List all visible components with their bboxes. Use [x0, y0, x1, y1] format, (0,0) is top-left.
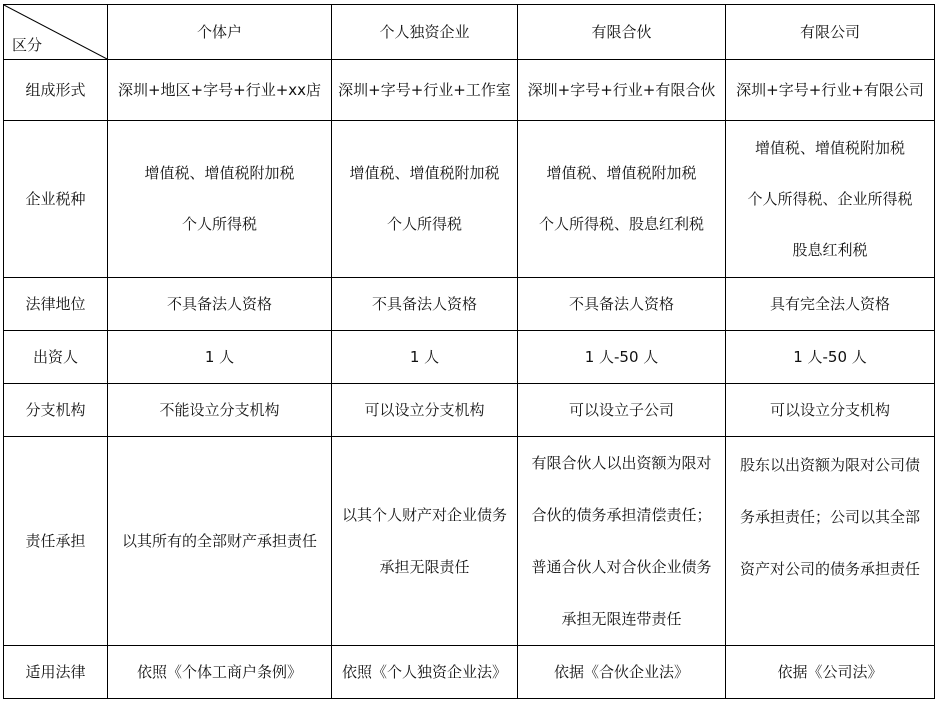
table-cell — [518, 121, 726, 278]
comparison-table — [3, 4, 935, 699]
table-cell — [332, 278, 518, 331]
table-cell — [108, 437, 332, 646]
table-cell — [332, 384, 518, 437]
cell-text: 个人所得税 — [386, 215, 462, 233]
table-cell — [108, 60, 332, 121]
row-label: 适用法律 — [4, 646, 108, 699]
cell-text: 不能设立分支机构 — [159, 400, 280, 419]
column-header: 个人独资企业 — [332, 5, 518, 60]
cell-text: 普通合伙人对合伙企业债务 — [531, 558, 712, 576]
cell-text: 1 人-50 人 — [793, 347, 867, 366]
cell-text: 深圳+地区+字号+行业+xx店 — [117, 80, 322, 99]
table-row — [4, 278, 935, 331]
corner-cell — [4, 5, 108, 60]
cell-text: 依照《个人独资企业法》 — [341, 662, 507, 681]
table-cell — [332, 121, 518, 278]
table-cell — [518, 331, 726, 384]
table-cell — [108, 278, 332, 331]
table-row — [4, 437, 935, 646]
table-cell — [332, 437, 518, 646]
cell-text: 深圳+字号+行业+工作室 — [338, 80, 511, 99]
row-label: 责任承担 — [4, 437, 108, 646]
cell-text: 深圳+字号+行业+有限合伙 — [527, 80, 716, 99]
table-cell — [726, 437, 935, 646]
table-cell — [726, 331, 935, 384]
cell-text: 合伙的债务承担清偿责任； — [531, 506, 712, 524]
cell-text: 资产对公司的债务承担责任 — [739, 560, 920, 578]
cell-text: 承担无限责任 — [379, 558, 470, 576]
table-cell — [108, 331, 332, 384]
row-label: 分支机构 — [4, 384, 108, 437]
table-cell — [332, 646, 518, 699]
row-label: 出资人 — [4, 331, 108, 384]
cell-text: 个人所得税、股息红利税 — [538, 215, 704, 233]
table-cell — [108, 384, 332, 437]
table-cell — [332, 60, 518, 121]
cell-text: 增值税、增值税附加税 — [754, 138, 905, 157]
table-cell — [518, 437, 726, 646]
cell-text: 增值税、增值税附加税 — [144, 164, 295, 182]
table-row — [4, 331, 935, 384]
table-row — [4, 384, 935, 437]
column-header: 有限公司 — [726, 5, 935, 60]
cell-text: 依据《合伙企业法》 — [553, 662, 689, 681]
row-label: 法律地位 — [4, 278, 108, 331]
cell-text: 深圳+字号+行业+有限公司 — [736, 80, 924, 99]
row-label: 企业税种 — [4, 121, 108, 278]
cell-text: 1 人 — [204, 347, 235, 366]
header-row — [4, 5, 935, 60]
cell-text: 可以设立分支机构 — [364, 400, 485, 419]
cell-text: 可以设立子公司 — [568, 400, 674, 419]
table-cell — [726, 278, 935, 331]
cell-text: 不具备法人资格 — [568, 294, 674, 313]
table-cell — [518, 278, 726, 331]
table-cell — [518, 646, 726, 699]
table-row — [4, 60, 935, 121]
cell-text: 增值税、增值税附加税 — [349, 164, 500, 182]
cell-text: 有限合伙人以出资额为限对 — [531, 454, 712, 472]
cell-text: 个人所得税 — [181, 215, 257, 233]
cell-text: 具有完全法人资格 — [769, 294, 890, 313]
table-cell — [726, 121, 935, 278]
corner-label: 区分 — [12, 36, 43, 54]
column-header: 个体户 — [108, 5, 332, 60]
table-cell — [726, 384, 935, 437]
cell-text: 不具备法人资格 — [371, 294, 477, 313]
cell-text: 股息红利税 — [792, 240, 868, 259]
cell-text: 以其所有的全部财产承担责任 — [121, 532, 317, 550]
table-cell — [332, 331, 518, 384]
table-cell — [726, 646, 935, 699]
cell-text: 增值税、增值税附加税 — [546, 164, 697, 182]
cell-text: 个人所得税、企业所得税 — [747, 189, 913, 208]
cell-text: 承担无限连带责任 — [561, 610, 682, 628]
table-cell — [518, 60, 726, 121]
table-cell — [726, 60, 935, 121]
cell-text: 以其个人财产对企业债务 — [341, 506, 507, 524]
table-row — [4, 646, 935, 699]
table-cell — [108, 121, 332, 278]
cell-text: 1 人-50 人 — [584, 347, 659, 366]
cell-text: 股东以出资额为限对公司债 — [739, 456, 920, 474]
cell-text: 1 人 — [409, 347, 440, 366]
column-header: 有限合伙 — [518, 5, 726, 60]
table-cell — [108, 646, 332, 699]
row-label: 组成形式 — [4, 60, 108, 121]
table-row — [4, 121, 935, 278]
cell-text: 不具备法人资格 — [166, 294, 272, 313]
cell-text: 务承担责任；公司以其全部 — [739, 508, 920, 526]
cell-text: 可以设立分支机构 — [769, 400, 890, 419]
table-cell — [518, 384, 726, 437]
cell-text: 依照《个体工商户条例》 — [136, 662, 302, 681]
cell-text: 依据《公司法》 — [777, 662, 883, 681]
